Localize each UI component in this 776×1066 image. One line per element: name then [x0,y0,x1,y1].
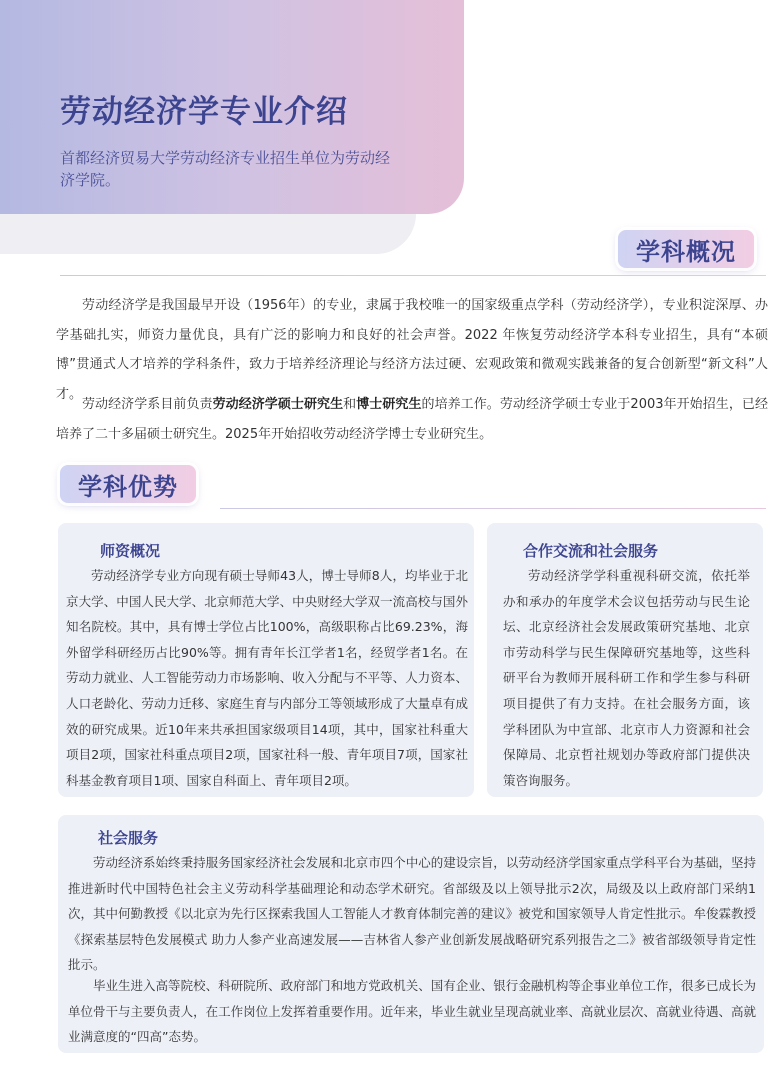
card-text-cooperation: 劳动经济学学科重视科研交流，依托举办和承办的年度学术会议包括劳动与民生论坛、北京经济社会发展政策研究基地、北京市劳动科学与民生保障研究基地等，这些科研平台为教师开展科研工作和学生参与科研项目提供了有力支持。在社会服务方面，该学科团队为中宣部、北京市人力资源和社会保障局、北京哲社规划办等政府部门提供决策咨询服务。 [503,568,750,788]
overview-paragraph-2 [56,390,768,449]
card-title-social-service: 社会服务 [98,829,159,847]
card-text-social-service-1: 劳动经济系始终秉持服务国家经济社会发展和北京市四个中心的建设宗旨，以劳动经济学国家重点学科平台为基础，坚持推进新时代中国特色社会主义劳动科学基础理论和动态学术研究。省部级及以上领导批示2次，局级及以上政府部门采纳1次，其中何勤教授《以北京为先行区探索我国人工智能人才教育体制完善的建议》被党和国家领导人肯定性批示。牟俊霖教授《探索基层特色发展模式 助力人参产业高速发展——吉林省人参产业创新发展战略研究系列报告之二》被省部级领导肯定性批示。 [68,855,756,973]
card-text-faculty: 劳动经济学专业方向现有硕士导师43人，博士导师8人，均毕业于北京大学、中国人民大学、北京师范大学、中央财经大学双一流高校与国外知名院校。其中，具有博士学位占比100%，高级职称占比69.23%，海外留学科研经历占比90%等。拥有青年长江学者1名，经贸学者1名。在劳动力就业、人工智能劳动力市场影响、收入分配与不平等、人力资本、人口老龄化、劳动力迁移、家庭生育与内部分工等领域形成了大量卓有成效的研究成果。近10年来共承担国家级项目14项，其中，国家社科重大项目2项，国家社科重点项目2项，国家社科一般、青年项目7项，国家社科基金教育项目1项、国家自科面上、青年项目2项。 [66,568,468,788]
text-run: 和 [343,397,357,412]
card-faculty [58,523,474,797]
card-cooperation [487,523,763,797]
card-title-cooperation: 合作交流和社会服务 [523,542,659,560]
card-social-service [58,815,764,1053]
overview-paragraph-1: 劳动经济学是我国最早开设（1956年）的专业，隶属于我校唯一的国家级重点学科（劳动经济学），专业积淀深厚、办学基础扎实，师资力量优良，具有广泛的影响力和良好的社会声誉。2022 年恢复劳动经济学本科专业招生，具有“本硕博”贯通式人才培养的学科条件，致力于培养经济理论与经济方法过硬、宏观政策和微观实践兼备的复合创新型“新文科”人才。 [56,298,768,402]
bold-doctoral-program: 博士研究生 [356,397,422,412]
page-title: 劳动经济学专业介绍 [60,94,348,130]
text-run: 的培养工作。劳动经济学硕士专业于2003年开始招生，已经培养了二十多届硕士研究生。2025年开始招收劳动经济学博士专业研究生。 [56,397,768,442]
header-banner [0,0,464,214]
section-heading-overview: 学科概况 [618,230,754,268]
card-text-social-service-2: 毕业生进入高等院校、科研院所、政府部门和地方党政机关、国有企业、银行金融机构等企事业单位工作，很多已成长为单位骨干与主要负责人，在工作岗位上发挥着重要作用。近年来，毕业生就业呈现高就业率、高就业层次、高就业待遇、高就业满意度的“四高”态势。 [68,978,756,1045]
bold-master-program: 劳动经济学硕士研究生 [212,397,344,412]
text-run: 劳动经济学系目前负责 [82,397,213,412]
section-heading-advantages: 学科优势 [60,465,196,503]
section-divider [220,508,766,509]
card-title-faculty: 师资概况 [100,542,161,560]
page-subtitle: 首都经济贸易大学劳动经济专业招生单位为劳动经济学院。 [60,149,391,189]
section-divider [60,275,766,276]
